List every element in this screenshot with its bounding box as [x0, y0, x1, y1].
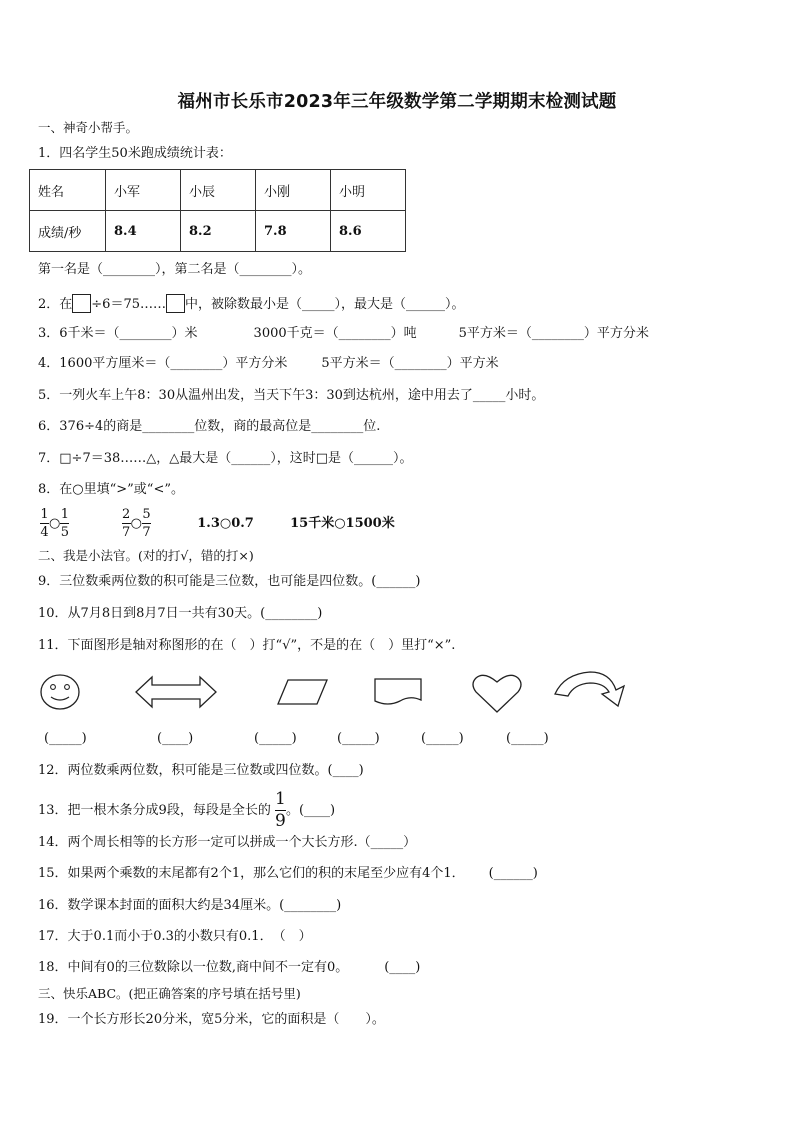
- question-19: 19．一个长方形长20分米，宽5分米，它的面积是（ ）。: [38, 1012, 385, 1027]
- question-8-part-d: 15千米○1500米: [290, 516, 395, 531]
- score-table: [29, 169, 406, 252]
- table-row: [30, 211, 406, 252]
- answer-blank[interactable]: (_____): [506, 731, 549, 746]
- question-6: 6．376÷4的商是________位数，商的最高位是________位.: [38, 419, 381, 434]
- compare-circle[interactable]: ○: [130, 516, 142, 531]
- table-header-cell: 小刚: [256, 170, 331, 211]
- question-4-part-b: 5平方米＝（________）平方米: [321, 356, 499, 371]
- question-14: 14．两个周长相等的长方形一定可以拼成一个大长方形.（_____）: [38, 835, 417, 850]
- fraction: $\frac{1}{4}$: [40, 507, 49, 540]
- question-1-followup: 第一名是（________），第二名是（________）。: [38, 262, 312, 277]
- fraction: $\frac{1}{5}$: [60, 507, 69, 540]
- table-cell: 8.6: [331, 211, 406, 252]
- fraction: $\frac{2}{7}$: [121, 507, 131, 540]
- answer-box[interactable]: [166, 294, 185, 313]
- question-7: 7．□÷7＝38……△，△最大是（______），这时□是（______）。: [38, 451, 413, 466]
- compare-circle[interactable]: ○: [49, 516, 61, 531]
- page-title: 福州市长乐市2023年三年级数学第二学期期末检测试题: [177, 92, 617, 112]
- table-header-cell: 小明: [331, 170, 406, 211]
- flag-banner-icon: [372, 676, 424, 708]
- question-4-part-a: 4．1600平方厘米＝（________）平方分米: [38, 356, 288, 371]
- question-10: 10．从7月8日到8月7日一共有30天。(________): [38, 606, 323, 621]
- answer-box[interactable]: [72, 294, 91, 313]
- question-3: [38, 326, 649, 342]
- question-1: 1．四名学生50米跑成绩统计表：: [38, 146, 232, 161]
- question-4: [38, 356, 499, 372]
- section-1-heading: 一、神奇小帮手。: [38, 120, 139, 135]
- question-15: 15．如果两个乘数的末尾都有2个1，那么它们的积的末尾至少应有4个1． (______): [38, 866, 538, 881]
- question-17: 17．大于0.1而小于0.3的小数只有0.1． （ ）: [38, 929, 312, 944]
- double-arrow-icon: [134, 674, 218, 710]
- fraction: $\frac{1}{9}$: [275, 789, 286, 831]
- question-11: 11．下面图形是轴对称图形的在（ ）打“√”，不是的在（ ）里打“×”.: [38, 638, 456, 653]
- table-cell: 8.2: [181, 211, 256, 252]
- table-cell: 成绩/秒: [30, 211, 106, 252]
- question-8-part-c: 1.3○0.7: [197, 516, 254, 531]
- table-header-cell: 小辰: [181, 170, 256, 211]
- question-18: 18．中间有0的三位数除以一位数,商中间不一定有0。 (____): [38, 960, 421, 975]
- curved-arrow-icon: [552, 668, 632, 712]
- smiley-face-icon: [38, 672, 82, 712]
- answer-blank[interactable]: (_____): [254, 731, 297, 746]
- question-13: 13．把一根木条分成9段，每段是全长的 $\frac{1}{9}$ 。(____): [38, 789, 336, 831]
- table-header-cell: 姓名: [30, 170, 106, 211]
- answer-blank[interactable]: (_____): [337, 731, 380, 746]
- answer-blank[interactable]: (____): [157, 731, 194, 746]
- question-5: 5．一列火车上午8：30从温州出发，当天下午3：30到达杭州，途中用去了_____小时。: [38, 388, 545, 403]
- section-2-heading: 二、我是小法官。(对的打√，错的打×): [38, 548, 254, 563]
- parallelogram-icon: [276, 677, 330, 707]
- question-8: 8．在○里填“>”或“<”。: [38, 482, 184, 497]
- heart-icon: [470, 672, 524, 714]
- answer-blank[interactable]: (_____): [421, 731, 464, 746]
- question-8-items: [40, 506, 395, 542]
- question-3-part-b: 3000千克＝（________）吨: [253, 326, 417, 341]
- fraction: $\frac{5}{7}$: [142, 507, 151, 540]
- question-12: 12．两位数乘两位数，积可能是三位数或四位数。(____): [38, 763, 364, 778]
- table-cell: 8.4: [106, 211, 181, 252]
- question-16: 16．数学课本封面的面积大约是34厘米。(________): [38, 898, 342, 913]
- question-2: 2．在 ÷6＝75…… 中，被除数最小是（_____），最大是（______）。: [38, 294, 465, 313]
- table-row: [30, 170, 406, 211]
- question-9: 9．三位数乘两位数的积可能是三位数，也可能是四位数。(______): [38, 574, 421, 589]
- table-header-cell: 小军: [106, 170, 181, 211]
- answer-blank[interactable]: (_____): [44, 731, 87, 746]
- table-cell: 7.8: [256, 211, 331, 252]
- question-3-part-c: 5平方米＝（________）平方分米: [458, 326, 649, 341]
- question-3-part-a: 3．6千米＝（________）米: [38, 326, 198, 341]
- section-3-heading: 三、快乐ABC。(把正确答案的序号填在括号里): [38, 986, 301, 1001]
